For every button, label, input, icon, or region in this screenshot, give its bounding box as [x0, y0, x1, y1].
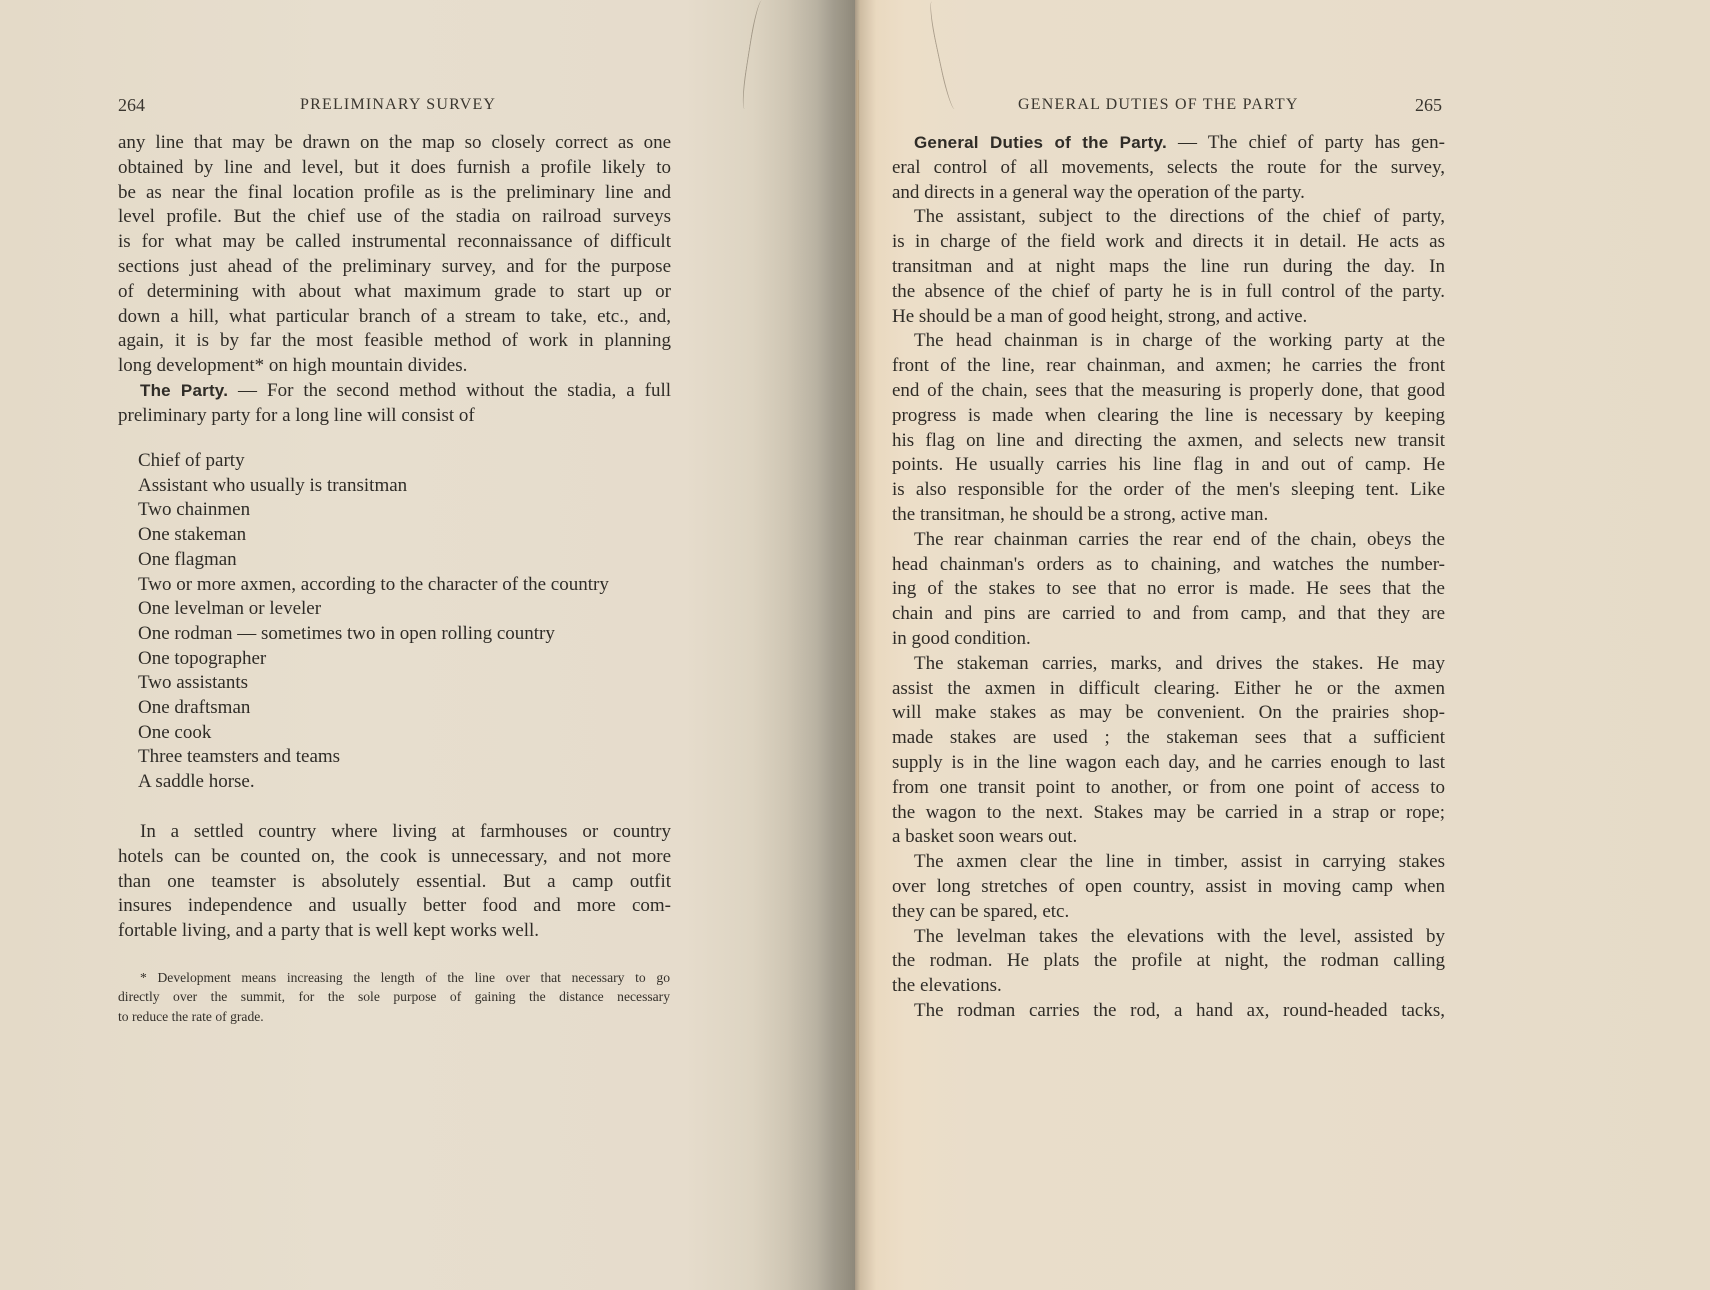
paper-crease — [739, 0, 769, 110]
text-line: preliminary party for a long line will consist of — [118, 404, 475, 426]
text-line: The stakeman carries, marks, and drives the stakes. He may — [914, 652, 1445, 674]
text-line: The axmen clear the line in timber, assist in carrying stakes — [914, 851, 1445, 873]
list-item: Two or more axmen, according to the character of the country — [138, 573, 609, 595]
list-item: One stakeman — [138, 524, 247, 546]
text-line: in good condition. — [892, 627, 1031, 649]
footnote — [118, 968, 670, 1026]
footnote-line: * Development means increasing the length of the line over that necessary to go — [140, 970, 670, 985]
section-heading: General Duties of the Party. — [914, 133, 1167, 152]
right-body-text — [892, 131, 1445, 1024]
text-line: of determining with about what maximum grade to start up or — [118, 280, 671, 302]
text-line: chain and pins are carried to and from camp, and that they are — [892, 603, 1445, 625]
text-line: long development* on high mountain divides. — [118, 355, 468, 377]
list-item: One cook — [138, 721, 212, 743]
text-line: progress is made when clearing the line is necessary by keeping — [892, 404, 1445, 426]
text-line: assist the axmen in difficult clearing. Either he or the axmen — [892, 677, 1445, 699]
text-line: again, it is by far the most feasible method of work in planning — [118, 330, 671, 352]
text-line: eral control of all movements, selects the route for the survey, — [892, 156, 1445, 178]
party-member-list — [138, 449, 609, 795]
left-page-number: 264 — [118, 95, 145, 115]
left-body-text — [118, 131, 671, 429]
text-line: hotels can be counted on, the cook is unnecessary, and not more — [118, 845, 671, 867]
text-line: made stakes are used ; the stakeman sees that a sufficient — [892, 727, 1445, 749]
text-line: the rodman. He plats the profile at night, the rodman calling — [892, 950, 1445, 972]
text-line: front of the line, rear chainman, and axmen; he carries the front — [892, 355, 1445, 377]
text-line: The head chainman is in charge of the working party at the — [914, 330, 1445, 352]
text-line: insures independence and usually better food and more com- — [118, 895, 671, 917]
list-item: Two assistants — [138, 672, 249, 694]
text-line: any line that may be drawn on the map so closely correct as one — [118, 132, 671, 153]
paper-crease — [927, 0, 963, 110]
list-item: Chief of party — [138, 450, 245, 471]
list-item: One draftsman — [138, 697, 251, 719]
text-line: level profile. But the chief use of the stadia on railroad surveys — [118, 206, 671, 228]
right-running-head: GENERAL DUTIES OF THE PARTY — [1018, 96, 1299, 113]
text-line: fortable living, and a party that is well kept works well. — [118, 920, 540, 942]
text-line: supply is in the line wagon each day, and he carries enough to last — [892, 751, 1445, 773]
text-line: sections just ahead of the preliminary survey, and for the purpose — [118, 255, 671, 277]
text-line: the transitman, he should be a strong, active man. — [892, 503, 1269, 525]
chief-paragraph-first-line — [892, 131, 1445, 156]
text-line: obtained by line and level, but it does furnish a profile likely to — [118, 156, 671, 178]
list-item: A saddle horse. — [138, 771, 255, 793]
text-line: is for what may be called instrumental reconnaissance of difficult — [118, 231, 671, 253]
text-line: head chainman's orders as to chaining, and watches the number- — [892, 553, 1445, 575]
text-line: from one transit point to another, or from one point of access to — [892, 776, 1445, 798]
text-line: The assistant, subject to the directions of the chief of party, — [914, 206, 1445, 228]
text-line: The rear chainman carries the rear end of the chain, obeys the — [914, 528, 1445, 550]
party-heading: The Party. — [140, 380, 229, 400]
settled-country-paragraph — [118, 820, 671, 944]
list-item: Three teamsters and teams — [138, 746, 341, 768]
text-line: the wagon to the next. Stakes may be carried in a strap or rope; — [892, 801, 1445, 823]
list-item: One levelman or leveler — [138, 598, 322, 620]
text-line: down a hill, what particular branch of a stream to take, etc., and, — [118, 305, 671, 327]
text-line: his flag on line and directing the axmen, and selects new transit — [892, 429, 1445, 451]
text-line: The levelman takes the elevations with the level, assisted by — [914, 925, 1445, 947]
text-line: over long stretches of open country, assist in moving camp when — [892, 875, 1445, 897]
text-line: is in charge of the field work and directs it in detail. He acts as — [892, 231, 1445, 253]
list-item: Two chainmen — [138, 499, 251, 521]
list-item: Assistant who usually is transitman — [138, 474, 408, 496]
footnote-line: to reduce the rate of grade. — [118, 1008, 264, 1024]
book-spine-binding — [856, 60, 859, 1170]
text-line: ing of the stakes to see that no error is made. He sees that the — [892, 578, 1445, 600]
text-line: is also responsible for the order of the men's sleeping tent. Like — [892, 479, 1445, 501]
list-item: One rodman — sometimes two in open rolling country — [138, 622, 555, 644]
text-line: be as near the final location profile as is the preliminary line and — [118, 181, 671, 203]
footnote-line: directly over the summit, for the sole purpose of gaining the distance necessary — [118, 989, 670, 1005]
text-line: In a settled country where living at farmhouses or country — [140, 821, 671, 842]
text-line: and directs in a general way the operation of the party. — [892, 181, 1305, 203]
party-paragraph-first-line — [118, 379, 671, 404]
text-line: transitman and at night maps the line run during the day. In — [892, 255, 1445, 277]
list-item: One topographer — [138, 647, 267, 669]
text-line: He should be a man of good height, strong, and active. — [892, 305, 1308, 327]
text-line: The rodman carries the rod, a hand ax, round-headed tacks, — [914, 999, 1445, 1021]
text-run: — For the second method without the stadia, a full — [228, 379, 671, 401]
text-line: end of the chain, sees that the measuring is properly done, that good — [892, 379, 1445, 401]
left-running-head: PRELIMINARY SURVEY — [300, 96, 497, 113]
text-line: will make stakes as may be convenient. On the prairies shop- — [892, 702, 1445, 724]
list-item: One flagman — [138, 548, 237, 570]
text-run: — The chief of party has gen- — [1166, 132, 1446, 153]
text-line: they can be spared, etc. — [892, 900, 1070, 922]
right-page-number: 265 — [1415, 95, 1442, 115]
text-line: the absence of the chief of party he is in full control of the party. — [892, 280, 1445, 302]
text-line: points. He usually carries his line flag in and out of camp. He — [892, 454, 1445, 476]
right-page — [855, 0, 1710, 1290]
text-line: a basket soon wears out. — [892, 826, 1078, 848]
text-line: than one teamster is absolutely essential. But a camp outfit — [118, 870, 671, 892]
text-line: the elevations. — [892, 975, 1002, 997]
